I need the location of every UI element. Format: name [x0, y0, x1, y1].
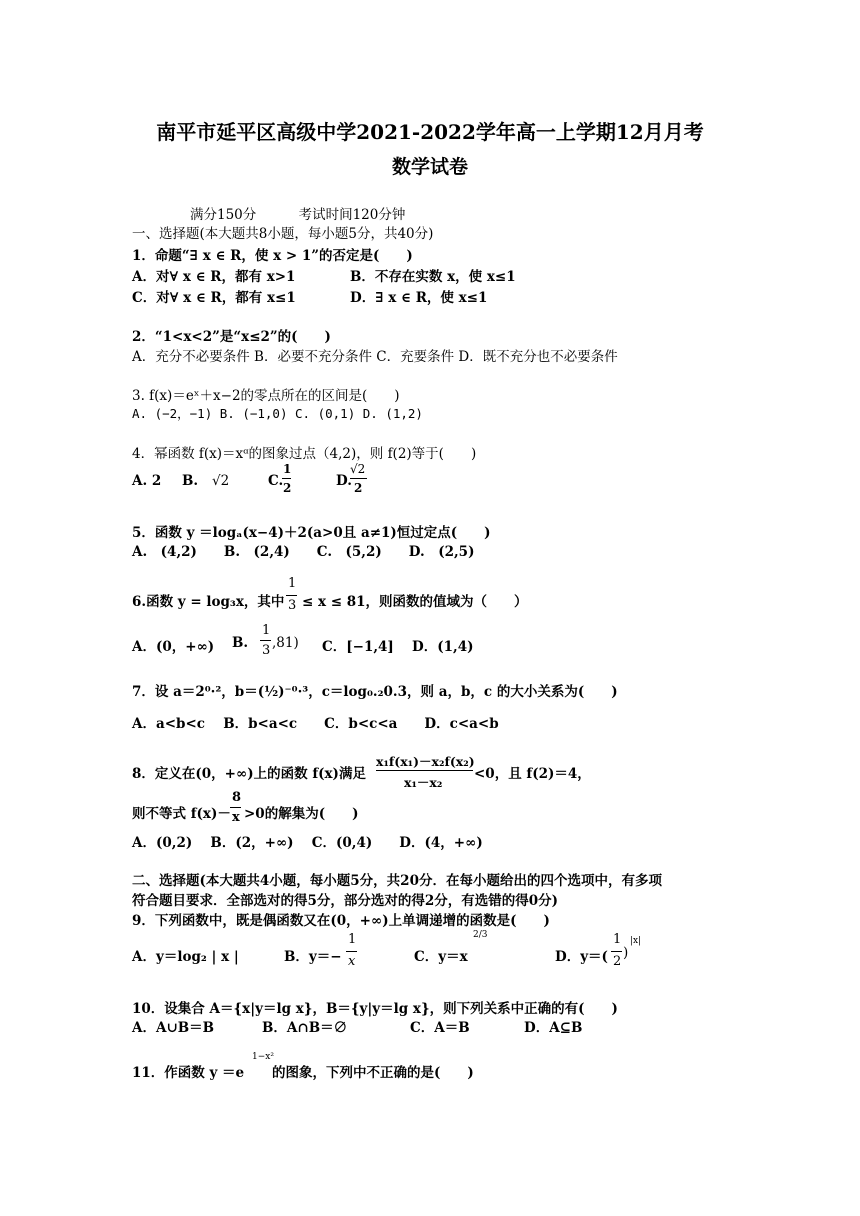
q6-stem-pre: 6.函数 y = log₃x，其中 — [132, 594, 285, 610]
q6-b-fraction-bar — [260, 640, 271, 641]
q4-option-a: A. 2 — [132, 473, 162, 489]
q4-c-numerator: 1 — [283, 462, 292, 476]
q5-stem: 5．函数 y ＝logₐ(x−4)＋2(a>0且 a≠1)恒过定点( ) — [132, 525, 491, 541]
q10-stem: 10．设集合 A＝{x|y＝lg x}，B＝{y|y＝lg x}，则下列关系中正确的有( ) — [132, 1001, 618, 1017]
q9-stem: 9．下列函数中，既是偶函数又在(0，+∞)上单调递增的函数是( ) — [132, 913, 550, 929]
q1-stem: 1．命题“∃ x ∈ R，使 x > 1”的否定是( ) — [132, 248, 413, 264]
q5-options: A. (4,2) B. (2,4) C. (5,2) D. (2,5) — [132, 544, 475, 560]
q6-frac-den: 3 — [288, 598, 297, 613]
q8-stem-post: <0，且 f(2)＝4， — [474, 766, 591, 782]
page-title: 南平市延平区高级中学2021-2022学年高一上学期12月月考 — [156, 120, 704, 144]
section-2-header-line2: 符合题目要求．全部选对的得5分，部分选对的得2分，有选错的得0分) — [132, 893, 559, 909]
q7-options: A．a<b<c B．b<a<c C．b<c<a D．c<a<b — [132, 716, 499, 732]
q1-option-d: D．∃ x ∈ R，使 x≤1 — [350, 290, 488, 306]
q6-b-den: 3 — [262, 643, 271, 658]
q10-option-d: D．A⊆B — [524, 1020, 583, 1036]
q8-frac-num: x₁f(x₁)－x₂f(x₂) — [376, 754, 475, 769]
q9-b-num: 1 — [348, 932, 357, 947]
q9-b-den: x — [348, 954, 356, 969]
q9-option-b: B．y＝− — [284, 949, 342, 965]
q9-option-a: A．y＝log₂ | x | — [132, 949, 239, 965]
q10-option-b: B．A∩B＝∅ — [262, 1020, 348, 1036]
q9-b-fraction-bar — [346, 951, 357, 952]
exam-meta — [190, 203, 443, 223]
q9-d-fraction-bar — [611, 951, 622, 952]
q7-stem: 7．设 a＝2⁰·²，b＝(½)⁻⁰·³，c＝log₀.₂0.3，则 a，b，c 的大小关系为( ) — [132, 684, 618, 700]
q1-option-c: C．对∀ x ∈ R，都有 x≤1 — [132, 290, 296, 306]
q6-frac-num: 1 — [288, 576, 297, 591]
q10-option-c: C．A＝B — [410, 1020, 470, 1036]
q8-fraction-bar — [376, 770, 473, 771]
q8-l2-fraction-bar — [230, 807, 241, 808]
q2-options: A．充分不必要条件 B．必要不充分条件 C．充要条件 D．既不充分也不必要条件 — [132, 349, 618, 365]
q6-option-a: A．(0，+∞) — [132, 639, 215, 655]
q1-option-a: A．对∀ x ∈ R，都有 x>1 — [132, 269, 296, 285]
q4-option-b-value: √2 — [212, 473, 230, 489]
q8-stem-pre: 8．定义在(0，+∞)上的函数 f(x)满足 — [132, 766, 366, 782]
exam-time: 考试时间120分钟 — [298, 207, 406, 223]
q8-line2-pre: 则不等式 f(x)－ — [132, 806, 231, 822]
q9-d-post: ) — [623, 945, 629, 961]
q2-stem: 2．“1<x<2”是“x≤2”的( ) — [132, 329, 331, 345]
q6-option-d: D．(1,4) — [412, 639, 474, 655]
q3-stem: 3. f(x)＝eˣ＋x−2的零点所在的区间是( ) — [132, 388, 400, 404]
q11-stem-post: 的图象，下列中不正确的是( ) — [272, 1065, 474, 1081]
q8-options: A．(0,2) B．(2，+∞) C．(0,4) D．(4，+∞) — [132, 835, 483, 851]
page-subtitle: 数学试卷 — [391, 156, 468, 178]
full-score: 满分150分 — [190, 207, 257, 223]
q6-option-c: C．[−1,4] — [322, 639, 394, 655]
q4-option-c: C. — [268, 473, 284, 489]
q4-c-fraction-bar — [282, 478, 291, 479]
q6-fraction-bar — [286, 595, 297, 596]
q4-option-d: D. — [336, 473, 352, 489]
q9-c-exponent: 2/3 — [473, 930, 488, 940]
q4-d-numerator: √2 — [350, 462, 366, 476]
q9-option-d: D．y＝( — [555, 949, 608, 965]
q1-option-b: B．不存在实数 x，使 x≤1 — [350, 269, 516, 285]
section-2-header-line1: 二、选择题(本大题共4小题，每小题5分，共20分．在每小题给出的四个选项中，有多项 — [132, 873, 662, 889]
q8-l2-num: 8 — [232, 790, 242, 805]
q4-d-denominator: 2 — [354, 481, 363, 495]
q6-b-post: ,81) — [272, 635, 299, 651]
q10-option-a: A．A∪B＝B — [132, 1020, 215, 1036]
q8-l2-den: x — [232, 810, 240, 825]
q9-option-c: C．y＝x — [414, 949, 468, 965]
section-1-header: 一、选择题(本大题共8小题，每小题5分，共40分) — [132, 226, 434, 242]
q11-stem-pre: 11．作函数 y ＝e — [132, 1065, 245, 1081]
q6-b-num: 1 — [262, 623, 271, 638]
q4-option-b: B. — [182, 473, 199, 489]
q11-exponent: 1−x² — [252, 1052, 274, 1062]
q4-d-fraction-bar — [350, 478, 367, 479]
q9-d-den: 2 — [613, 954, 622, 969]
q8-frac-den: x₁－x₂ — [404, 775, 443, 790]
q4-c-denominator: 2 — [283, 481, 292, 495]
q4-stem: 4．幂函数 f(x)＝xᵅ的图象过点（4,2)，则 f(2)等于( ) — [132, 446, 477, 462]
q6-option-b: B. — [232, 635, 249, 651]
q9-d-num: 1 — [613, 932, 622, 947]
q9-d-exponent: |x| — [630, 936, 642, 946]
q3-options: A. (−2，−1) B. (−1,0) C. (0,1) D. (1,2) — [132, 406, 423, 421]
q6-stem-post: ≤ x ≤ 81，则函数的值域为（ ） — [302, 594, 528, 610]
q8-line2-post: >0的解集为( ) — [244, 806, 359, 822]
